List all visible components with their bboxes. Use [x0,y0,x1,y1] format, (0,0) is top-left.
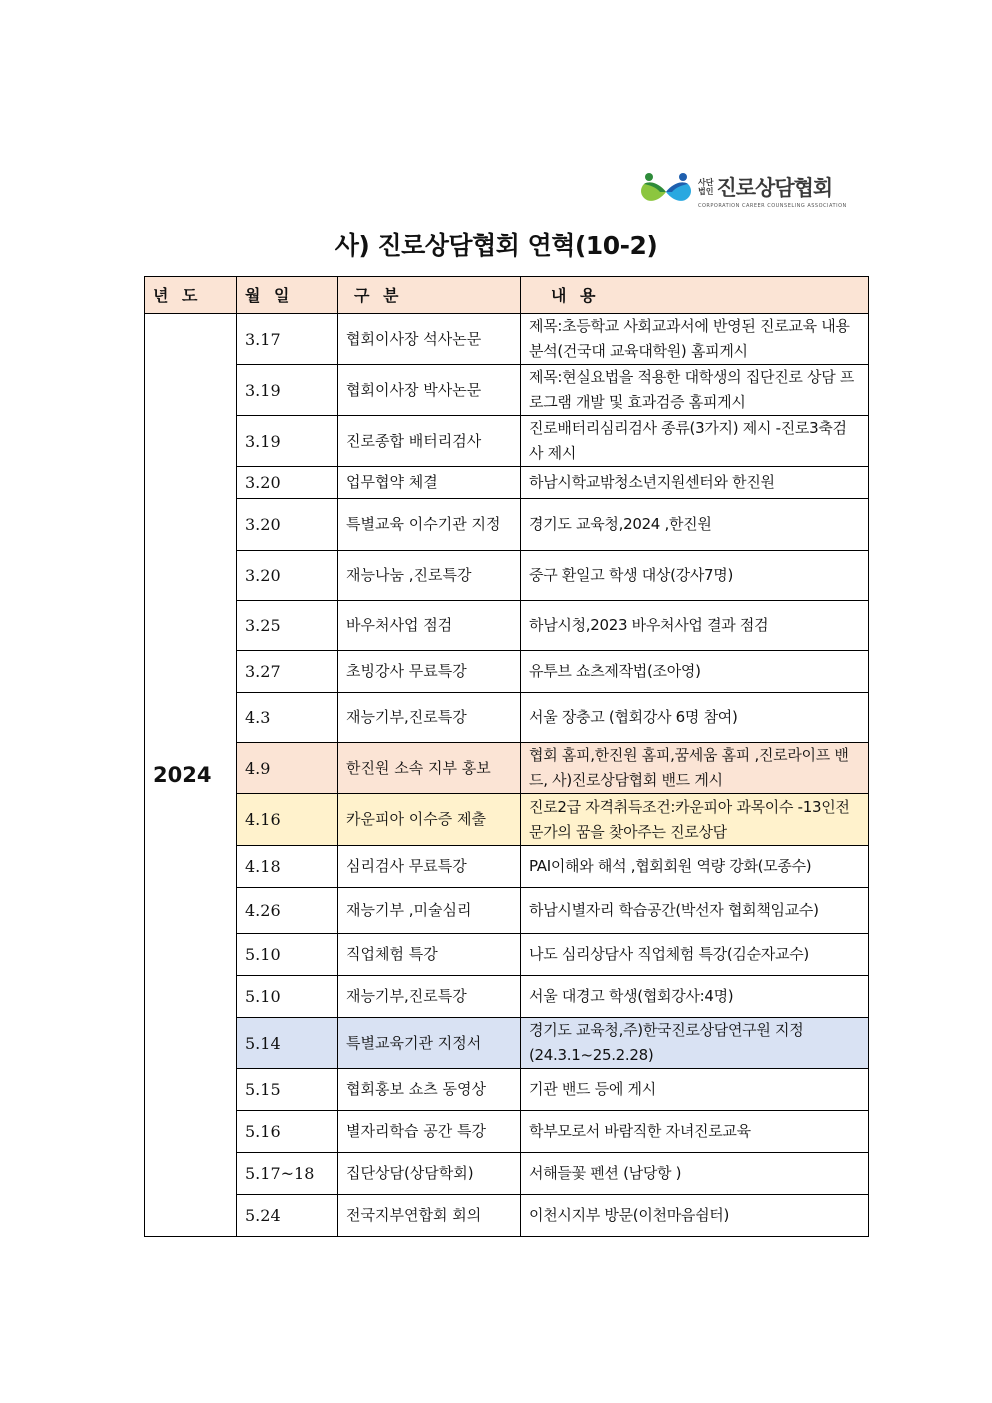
table-row [145,499,869,551]
category-cell: 특별교육 이수기관 지정 [338,499,521,551]
header-content: 내 용 [521,277,869,314]
category-cell: 특별교육기관 지정서 [338,1018,521,1069]
logo-small-bottom: 법인 [698,186,714,196]
category-cell: 별자리학습 공간 특강 [338,1111,521,1153]
table-row [145,743,869,794]
category-cell: 집단상담(상담학회) [338,1153,521,1195]
date-cell: 3.20 [237,467,338,499]
content-cell: 제목:현실요법을 적용한 대학생의 집단진로 상담 프로그램 개발 및 효과검증 홈피게시 [521,365,869,416]
date-cell: 4.18 [237,846,338,888]
content-cell: 이천시지부 방문(이천마음쉼터) [521,1195,869,1237]
table-row [145,1018,869,1069]
content-cell: 진로2급 자격취득조건:카운피아 과목이수 -13인전문가의 꿈을 찾아주는 진로상담 [521,794,869,846]
category-cell: 협회이사장 박사논문 [338,365,521,416]
year-cell: 2024 [145,314,237,1237]
date-cell: 3.27 [237,651,338,693]
header-year: 년 도 [145,277,237,314]
content-cell: 학부모로서 바람직한 자녀진로교육 [521,1111,869,1153]
category-cell: 카운피아 이수증 제출 [338,794,521,846]
logo-subtitle: CORPORATION CAREER COUNSELING ASSOCIATION [698,202,847,209]
header-date: 월 일 [237,277,338,314]
table-row [145,314,869,365]
content-cell: 중구 환일고 학생 대상(강사7명) [521,551,869,601]
content-cell: 서울 대경고 학생(협회강사:4명) [521,976,869,1018]
history-table [144,276,869,1237]
content-cell: PAI이해와 해석 ,협회회원 역량 강화(모종수) [521,846,869,888]
content-cell: 서울 장충고 (협회강사 6명 참여) [521,693,869,743]
category-cell: 협회이사장 석사논문 [338,314,521,365]
table-row [145,976,869,1018]
category-cell: 진로종합 배터리검사 [338,416,521,467]
table-row [145,551,869,601]
table-row [145,794,869,846]
date-cell: 5.17~18 [237,1153,338,1195]
category-cell: 재능기부,진로특강 [338,976,521,1018]
content-cell: 유투브 쇼츠제작법(조아영) [521,651,869,693]
category-cell: 재능기부 ,미술심리 [338,888,521,934]
logo-name: 진로상담협회 [716,175,833,200]
table-row [145,365,869,416]
category-cell: 초빙강사 무료특강 [338,651,521,693]
table-row [145,1153,869,1195]
content-cell: 제목:초등학교 사회교과서에 반영된 진로교육 내용분석(건국대 교육대학원) 홈피게시 [521,314,869,365]
table-row [145,651,869,693]
category-cell: 한진원 소속 지부 홍보 [338,743,521,794]
date-cell: 5.10 [237,976,338,1018]
date-cell: 4.16 [237,794,338,846]
date-cell: 5.24 [237,1195,338,1237]
date-cell: 5.16 [237,1111,338,1153]
date-cell: 4.9 [237,743,338,794]
table-row [145,888,869,934]
table-row [145,416,869,467]
category-cell: 협회홍보 쇼츠 동영상 [338,1069,521,1111]
date-cell: 3.25 [237,601,338,651]
content-cell: 하남시학교밖청소년지원센터와 한진원 [521,467,869,499]
table-row [145,1069,869,1111]
content-cell: 협회 홈피,한진원 홈피,꿈세움 홈피 ,진로라이프 밴드, 사)진로상담협회 밴드 게시 [521,743,869,794]
table-row [145,601,869,651]
table-header-row [145,277,869,314]
content-cell: 하남시청,2023 바우처사업 결과 점검 [521,601,869,651]
content-cell: 나도 심리상담사 직업체험 특강(김순자교수) [521,934,869,976]
table-row [145,1195,869,1237]
infinity-people-icon [640,170,692,210]
header-category: 구 분 [338,277,521,314]
category-cell: 재능나눔 ,진로특강 [338,551,521,601]
date-cell: 3.19 [237,416,338,467]
date-cell: 3.19 [237,365,338,416]
date-cell: 4.3 [237,693,338,743]
content-cell: 경기도 교육청,2024 ,한진원 [521,499,869,551]
table-row [145,846,869,888]
content-cell: 하남시별자리 학습공간(박선자 협회책임교수) [521,888,869,934]
date-cell: 4.26 [237,888,338,934]
content-cell: 진로배터리심리검사 종류(3가지) 제시 -진로3축검사 제시 [521,416,869,467]
organization-logo [640,168,850,212]
date-cell: 5.14 [237,1018,338,1069]
date-cell: 5.15 [237,1069,338,1111]
logo-small-top: 사단 [698,177,714,187]
category-cell: 재능기부,진로특강 [338,693,521,743]
table-row [145,467,869,499]
table-row [145,1111,869,1153]
date-cell: 3.20 [237,499,338,551]
date-cell: 3.20 [237,551,338,601]
date-cell: 5.10 [237,934,338,976]
category-cell: 업무협약 체결 [338,467,521,499]
content-cell: 경기도 교육청,주)한국진로상담연구원 지정 (24.3.1~25.2.28) [521,1018,869,1069]
category-cell: 전국지부연합회 회의 [338,1195,521,1237]
date-cell: 3.17 [237,314,338,365]
content-cell: 기관 밴드 등에 게시 [521,1069,869,1111]
content-cell: 서해들꽃 펜션 (남당항 ) [521,1153,869,1195]
category-cell: 직업체험 특강 [338,934,521,976]
table-row [145,934,869,976]
page-title: 사) 진로상담협회 연혁(10-2) [334,231,658,260]
category-cell: 바우처사업 점검 [338,601,521,651]
category-cell: 심리검사 무료특강 [338,846,521,888]
table-row [145,693,869,743]
